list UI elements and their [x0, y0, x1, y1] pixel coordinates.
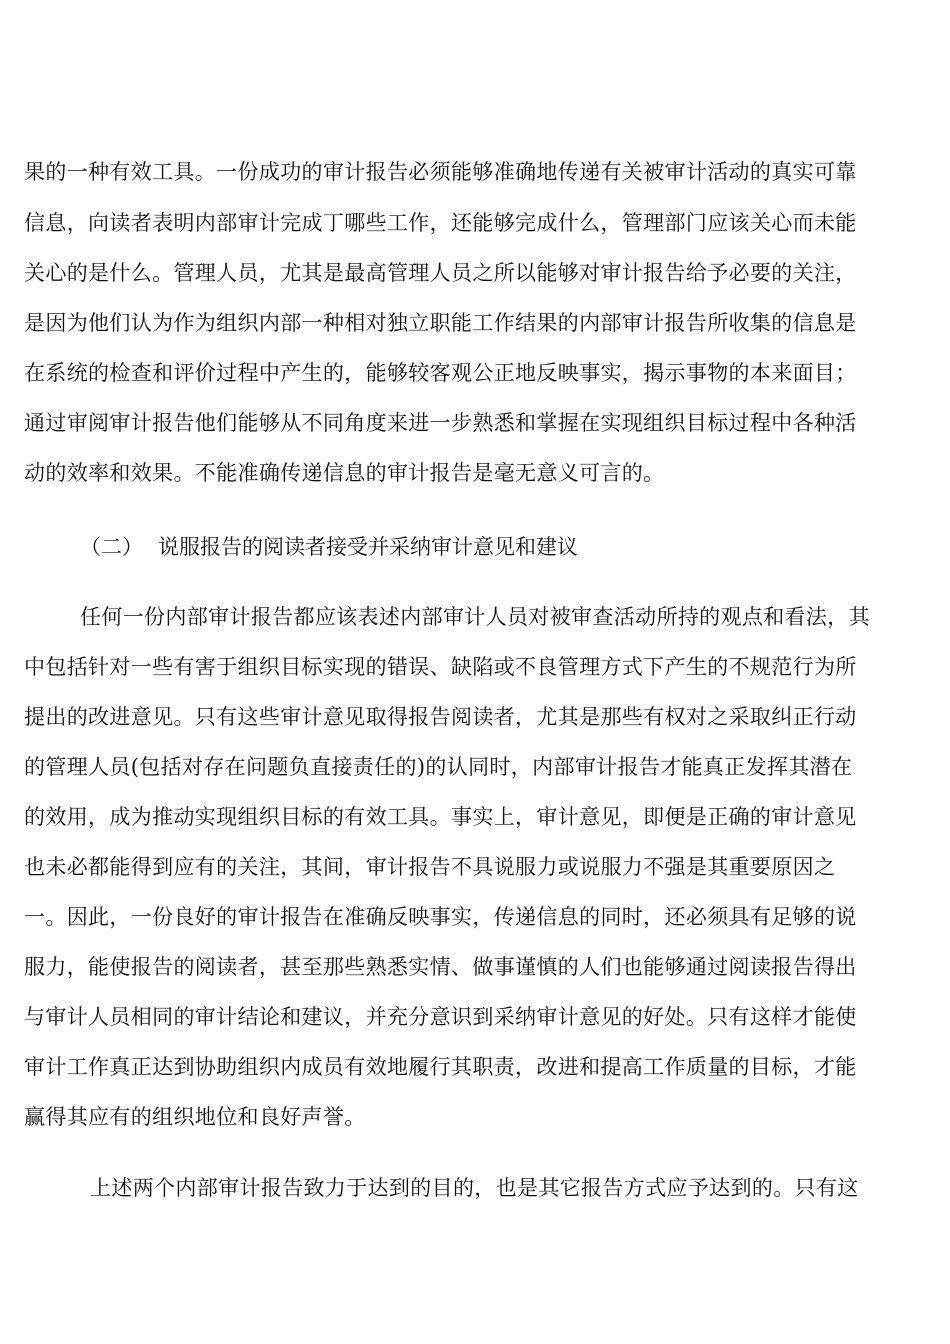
paragraph-line: 也未必都能得到应有的关注，其间，审计报告不具说服力或说服力不强是其重要原因之 [24, 855, 836, 879]
paragraph-line: 的管理人员(包括对存在问题负直接责任的)的认同时，内部审计报告才能真正发挥其潜在 [24, 755, 853, 779]
paragraph-line: 信息，向读者表明内部审计完成丁哪些工作，还能够完成什么，管理部门应该关心而未能 [24, 211, 857, 235]
paragraph-line: 果的一种有效工具。一份成功的审计报告必须能够准确地传递有关被审计活动的真实可靠 [24, 160, 857, 184]
paragraph-line: 动的效率和效果。不能准确传递信息的审计报告是毫无意义可言的。 [24, 461, 665, 485]
paragraph-line: 与审计人员相同的审计结论和建议，并充分意识到采纳审计意见的好处。只有这样才能使 [24, 1005, 857, 1029]
paragraph-line: 审计工作真正达到协助组织内成员有效地履行其职责，改进和提高工作质量的目标，才能 [24, 1055, 857, 1079]
paragraph-line: 关心的是什么。管理人员，尤其是最高管理人员之所以能够对审计报告给予必要的关注， [24, 261, 857, 285]
paragraph-line: 任何一份内部审计报告都应该表述内部审计人员对被审查活动所持的观点和看法，其 [80, 605, 870, 629]
paragraph-line: 赢得其应有的组织地位和良好声誉。 [24, 1105, 366, 1129]
paragraph-line: 中包括针对一些有害于组织目标实现的错误、缺陷或不良管理方式下产生的不规范行为所 [24, 655, 857, 679]
paragraph-line: 一。因此，一份良好的审计报告在准确反映事实，传递信息的同时，还必须具有足够的说 [24, 905, 857, 929]
paragraph-line: 通过审阅审计报告他们能够从不同角度来进一步熟悉和掌握在实现组织目标过程中各种活 [24, 411, 857, 435]
paragraph-line: 上述两个内部审计报告致力于达到的目的，也是其它报告方式应予达到的。只有这 [90, 1176, 859, 1200]
section-title: 说服报告的阅读者接受并采纳审计意见和建议 [158, 535, 578, 559]
paragraph-line: 服力，能使报告的阅读者，甚至那些熟悉实情、做事谨慎的人们也能够通过阅读报告得出 [24, 955, 857, 979]
paragraph-line: 在系统的检查和评价过程中产生的，能够较客观公正地反映事实，揭示事物的本来面目； [24, 361, 857, 385]
paragraph-line: 的效用，成为推动实现组织目标的有效工具。事实上，审计意见，即便是正确的审计意见 [24, 805, 857, 829]
paragraph-line: 是因为他们认为作为组织内部一种相对独立职能工作结果的内部审计报告所收集的信息是 [24, 311, 857, 335]
section-number: （二） [80, 535, 143, 559]
paragraph-line: 提出的改进意见。只有这些审计意见取得报告阅读者，尤其是那些有权对之采取纠正行动 [24, 705, 857, 729]
